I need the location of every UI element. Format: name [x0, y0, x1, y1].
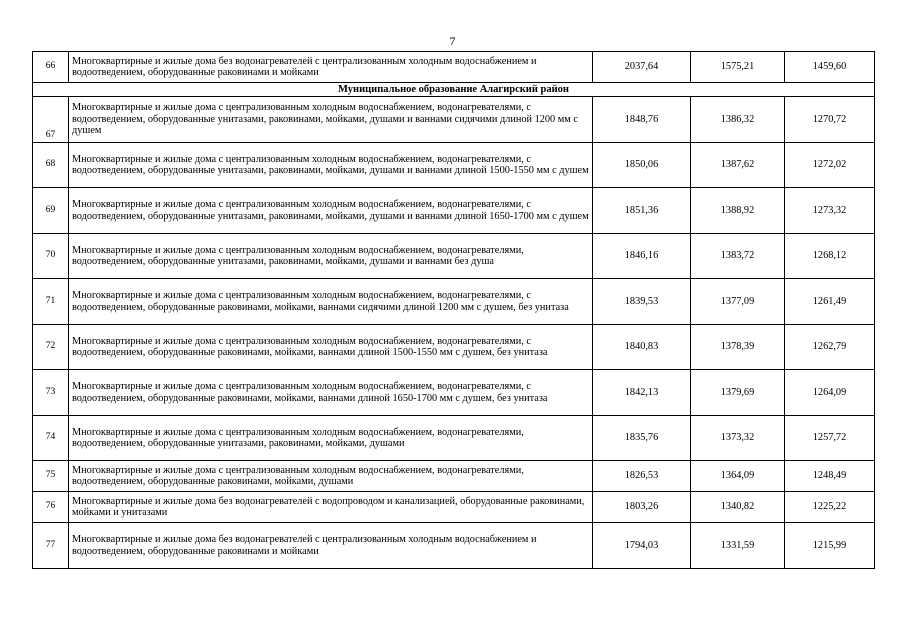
row-value-2: 1378,39	[691, 325, 785, 370]
row-value-1: 2037,64	[593, 52, 691, 83]
row-value-3: 1273,32	[785, 188, 875, 234]
row-value-2: 1387,62	[691, 143, 785, 188]
table-row	[33, 188, 875, 234]
row-value-3: 1248,49	[785, 461, 875, 492]
row-number: 72	[33, 325, 69, 370]
row-value-3: 1262,79	[785, 325, 875, 370]
table-row	[33, 461, 875, 492]
page-number: 7	[449, 34, 456, 48]
table-row	[33, 370, 875, 416]
row-description: Многоквартирные и жилые дома с централизованным холодным водоснабжением, водонагревателями, с водоотведением, оборудованные раковинами, мойками, ваннами длиной 1500-1550 мм с душем, без унитаза	[69, 325, 593, 370]
section-header-row	[33, 83, 875, 97]
row-description: Многоквартирные и жилые дома с централизованным холодным водоснабжением, водонагревателями, с водоотведением, оборудованные унитазами, раковинами, мойками, душами и ваннами длиной 1650-1700 мм с душем	[69, 188, 593, 234]
row-description: Многоквартирные и жилые дома с централизованным холодным водоснабжением, водонагревателями, с водоотведением, оборудованные раковинами, мойками, ваннами сидячими длиной 1200 мм с душем, без унитаза	[69, 279, 593, 325]
table-row	[33, 325, 875, 370]
row-value-3: 1272,02	[785, 143, 875, 188]
row-value-2: 1377,09	[691, 279, 785, 325]
row-value-1: 1842,13	[593, 370, 691, 416]
row-value-3: 1270,72	[785, 97, 875, 143]
row-value-3: 1268,12	[785, 234, 875, 279]
table-row	[33, 97, 875, 143]
row-number: 74	[33, 416, 69, 461]
row-value-3: 1215,99	[785, 523, 875, 569]
row-value-2: 1379,69	[691, 370, 785, 416]
row-number: 73	[33, 370, 69, 416]
row-value-1: 1794,03	[593, 523, 691, 569]
tariff-table	[32, 51, 875, 569]
row-number: 75	[33, 461, 69, 492]
row-value-1: 1840,83	[593, 325, 691, 370]
row-description: Многоквартирные и жилые дома с централизованным холодным водоснабжением, водонагревателями, водоотведением, оборудованные раковинами, мойками, душами	[69, 461, 593, 492]
section-title: Муниципальное образование Алагирский район	[33, 83, 875, 97]
row-value-2: 1575,21	[691, 52, 785, 83]
row-value-1: 1835,76	[593, 416, 691, 461]
row-value-2: 1386,32	[691, 97, 785, 143]
row-description: Многоквартирные и жилые дома с централизованным холодным водоснабжением, водонагревателями, водоотведением, оборудованные унитазами, раковинами, мойками, душами	[69, 416, 593, 461]
row-description: Многоквартирные и жилые дома с централизованным холодным водоснабжением, водонагревателями, с водоотведением, оборудованные унитазами, раковинами, мойками, душами и ваннами длиной 1500-1550 мм с душем	[69, 143, 593, 188]
table-row	[33, 234, 875, 279]
table-row	[33, 523, 875, 569]
row-number: 77	[33, 523, 69, 569]
row-number: 66	[33, 52, 69, 83]
row-value-2: 1373,32	[691, 416, 785, 461]
row-number: 71	[33, 279, 69, 325]
row-value-1: 1839,53	[593, 279, 691, 325]
row-description: Многоквартирные и жилые дома с централизованным холодным водоснабжением, водонагревателями, водоотведением, оборудованные унитазами, раковинами, мойками, душами и ваннами без душа	[69, 234, 593, 279]
row-description: Многоквартирные и жилые дома с централизованным холодным водоснабжением, водонагревателями, с водоотведением, оборудованные унитазами, раковинами, мойками, душами и ваннами сидячими длиной 1200 мм с душем	[69, 97, 593, 143]
table-row	[33, 492, 875, 523]
row-description: Многоквартирные и жилые дома с централизованным холодным водоснабжением, водонагревателями, с водоотведением, оборудованные раковинами, мойками, ваннами длиной 1650-1700 мм с душем, без унитаза	[69, 370, 593, 416]
row-value-3: 1459,60	[785, 52, 875, 83]
row-value-3: 1225,22	[785, 492, 875, 523]
row-value-2: 1331,59	[691, 523, 785, 569]
row-number: 68	[33, 143, 69, 188]
row-description: Многоквартирные и жилые дома без водонагревателей с водопроводом и канализацией, оборудованные раковинами, мойками и унитазами	[69, 492, 593, 523]
row-description: Многоквартирные и жилые дома без водонагревателей с централизованным холодным водоснабжением и водоотведением, оборудованные раковинами и мойками	[69, 523, 593, 569]
row-number: 67	[33, 97, 69, 143]
row-value-3: 1261,49	[785, 279, 875, 325]
row-description: Многоквартирные и жилые дома без водонагревателей с централизованным холодным водоснабжением и водоотведением, оборудованные раковинами и мойками	[69, 52, 593, 83]
row-value-1: 1803,26	[593, 492, 691, 523]
row-value-1: 1846,16	[593, 234, 691, 279]
row-value-3: 1257,72	[785, 416, 875, 461]
row-value-2: 1340,82	[691, 492, 785, 523]
row-value-2: 1364,09	[691, 461, 785, 492]
row-number: 69	[33, 188, 69, 234]
table-row	[33, 416, 875, 461]
table-row	[33, 52, 875, 83]
row-value-1: 1848,76	[593, 97, 691, 143]
row-value-2: 1388,92	[691, 188, 785, 234]
row-number: 70	[33, 234, 69, 279]
row-value-2: 1383,72	[691, 234, 785, 279]
row-value-1: 1826,53	[593, 461, 691, 492]
table-row	[33, 143, 875, 188]
row-number: 76	[33, 492, 69, 523]
row-value-3: 1264,09	[785, 370, 875, 416]
row-value-1: 1850,06	[593, 143, 691, 188]
table-row	[33, 279, 875, 325]
row-value-1: 1851,36	[593, 188, 691, 234]
